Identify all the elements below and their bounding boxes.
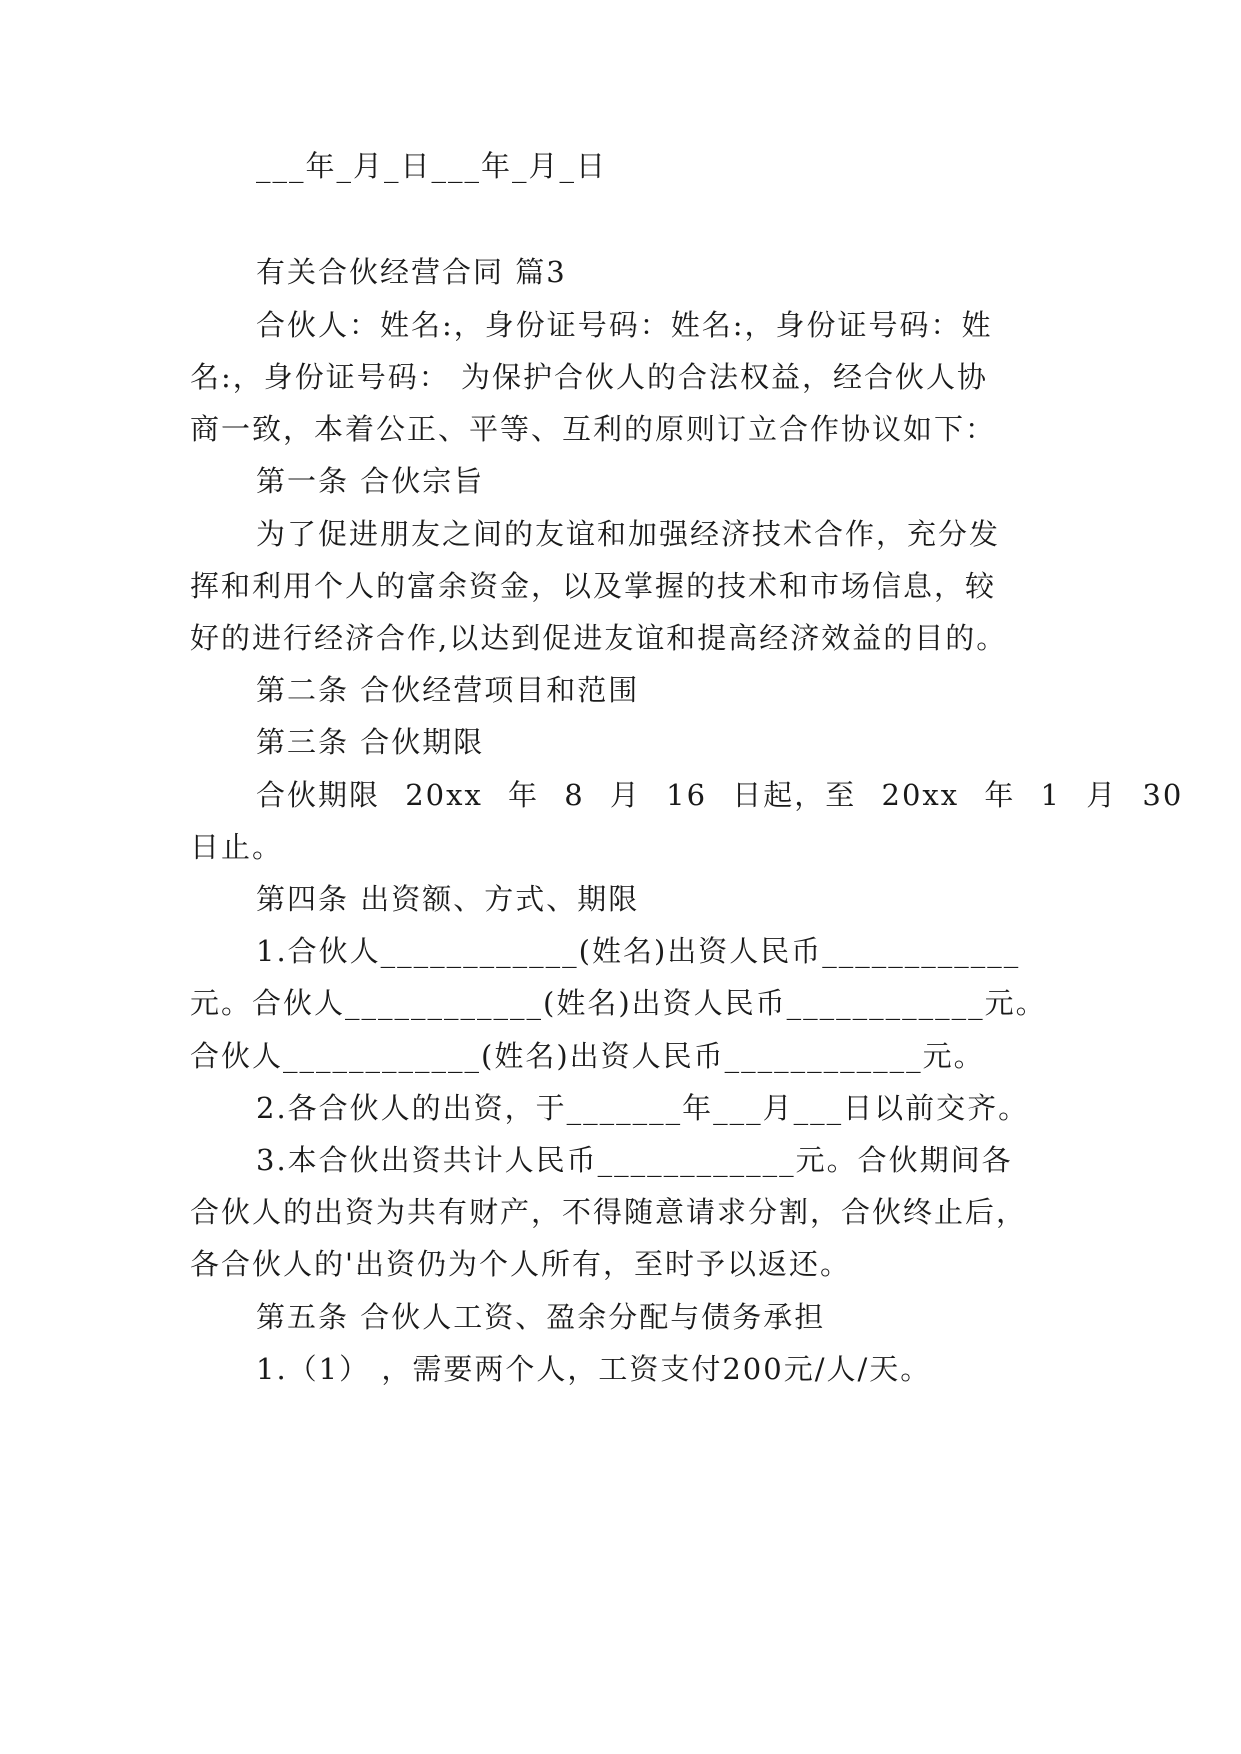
- article-4-item-1-line: 1.合伙人____________(姓名)出资人民币____________: [256, 934, 1021, 968]
- article-4-item-1-line: 合伙人____________(姓名)出资人民币____________元。: [190, 1039, 985, 1073]
- article-4-item-1-line: 元。合伙人____________(姓名)出资人民币____________元。: [190, 986, 1047, 1020]
- article-3-body-line: 日止。: [190, 830, 284, 864]
- article-3-heading: 第三条 合伙期限: [256, 725, 485, 759]
- intro-paragraph-line: 商一致，本着公正、平等、互利的原则订立合作协议如下：: [190, 412, 997, 446]
- signature-date-line: ___年_月_日___年_月_日: [256, 149, 608, 183]
- article-1-body-line: 好的进行经济合作,以达到促进友谊和提高经济效益的目的。: [190, 621, 1008, 655]
- article-5-item-1: 1.（1） ，需要两个人，工资支付200元/人/天。: [256, 1352, 932, 1386]
- intro-paragraph-line: 合伙人：姓名:，身份证号码：姓名:，身份证号码：姓: [256, 308, 993, 342]
- article-4-item-3-line: 各合伙人的'出资仍为个人所有，至时予以返还。: [190, 1247, 851, 1281]
- article-4-item-3-line: 3.本合伙出资共计人民币____________元。合伙期间各: [256, 1143, 1013, 1177]
- article-1-body-line: 为了促进朋友之间的友谊和加强经济技术合作，充分发: [256, 517, 1001, 551]
- section-title: 有关合伙经营合同 篇3: [256, 255, 567, 289]
- article-4-item-3-line: 合伙人的出资为共有财产，不得随意请求分割，合伙终止后，: [190, 1195, 1028, 1229]
- article-1-body-line: 挥和利用个人的富余资金，以及掌握的技术和市场信息，较: [190, 569, 997, 603]
- article-4-heading: 第四条 出资额、方式、期限: [256, 882, 640, 916]
- article-3-body-line: 合伙期限 20xx 年 8 月 16 日起，至 20xx 年 1 月 30: [256, 778, 1184, 812]
- article-2-heading: 第二条 合伙经营项目和范围: [256, 673, 640, 707]
- article-5-heading: 第五条 合伙人工资、盈余分配与债务承担: [256, 1300, 826, 1334]
- article-4-item-2: 2.各合伙人的出资，于_______年___月___日以前交齐。: [256, 1091, 1030, 1125]
- article-1-heading: 第一条 合伙宗旨: [256, 464, 485, 498]
- intro-paragraph-line: 名:，身份证号码： 为保护合伙人的合法权益，经合伙人协: [190, 360, 988, 394]
